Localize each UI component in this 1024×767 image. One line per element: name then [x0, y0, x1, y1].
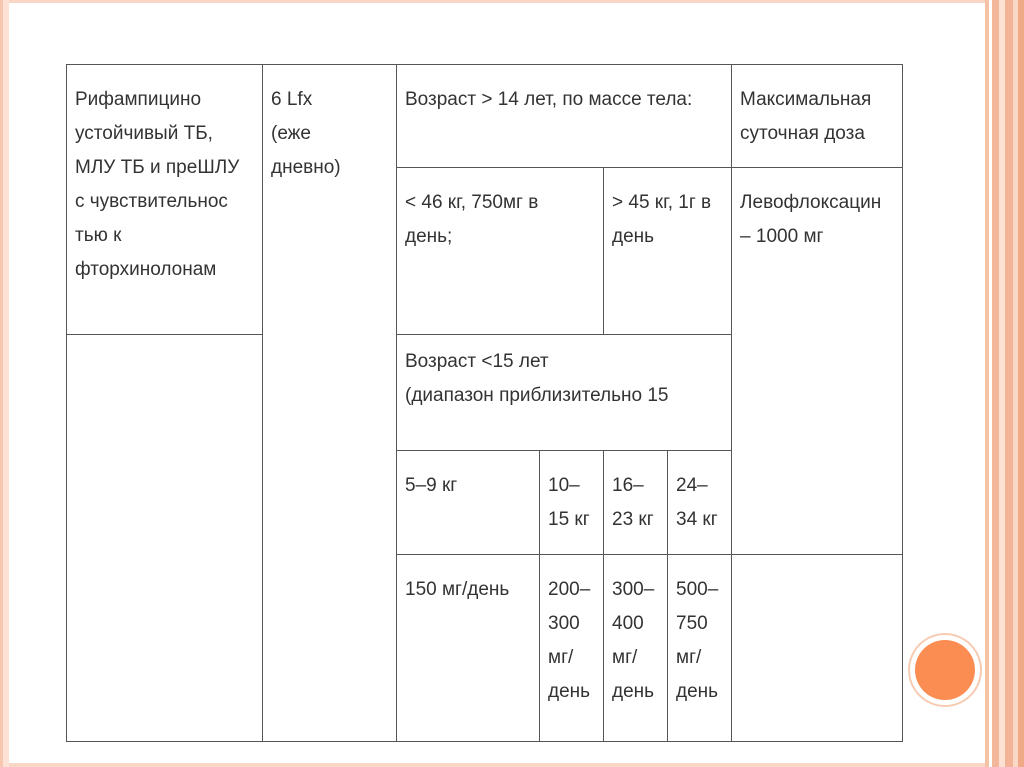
max-daily-dose-value: Левофлоксацин – 1000 мг — [732, 168, 903, 555]
child-weight-cell: 5–9 кг — [397, 451, 540, 555]
age-under-15-cell: Возраст <15 лет (диапазон приблизительно 15 — [397, 335, 732, 451]
empty-cell — [67, 335, 263, 742]
child-dose-cell: 300– 400 мг/ день — [604, 555, 668, 742]
child-weight-cell: 24– 34 кг — [668, 451, 732, 555]
child-weight-cell: 10– 15 кг — [540, 451, 604, 555]
slide-frame-bottom — [0, 763, 1024, 767]
child-weight-cell: 16– 23 кг — [604, 451, 668, 555]
slide-frame-left — [0, 0, 9, 767]
table-row — [67, 65, 903, 168]
slide-frame-right — [985, 0, 1024, 767]
child-dose-cell: 200– 300 мг/ день — [540, 555, 604, 742]
empty-cell — [732, 555, 903, 742]
age-over-14-cell: Возраст > 14 лет, по массе тела: — [397, 65, 732, 168]
resistance-type-cell: Рифампицино устойчивый ТБ, МЛУ ТБ и преШЛУ с чувствительнос тью к фторхинолонам — [67, 65, 263, 335]
dosage-table — [66, 64, 903, 742]
child-dose-cell: 500– 750 мг/ день — [668, 555, 732, 742]
regimen-cell: 6 Lfx (еже дневно) — [263, 65, 397, 742]
child-dose-cell: 150 мг/день — [397, 555, 540, 742]
slide-frame-top — [0, 0, 1024, 3]
weight-over-45-cell: > 45 кг, 1г в день — [604, 168, 732, 335]
max-daily-dose-header: Максимальная суточная доза — [732, 65, 903, 168]
decorative-circle — [915, 640, 975, 700]
weight-under-46-cell: < 46 кг, 750мг в день; — [397, 168, 604, 335]
